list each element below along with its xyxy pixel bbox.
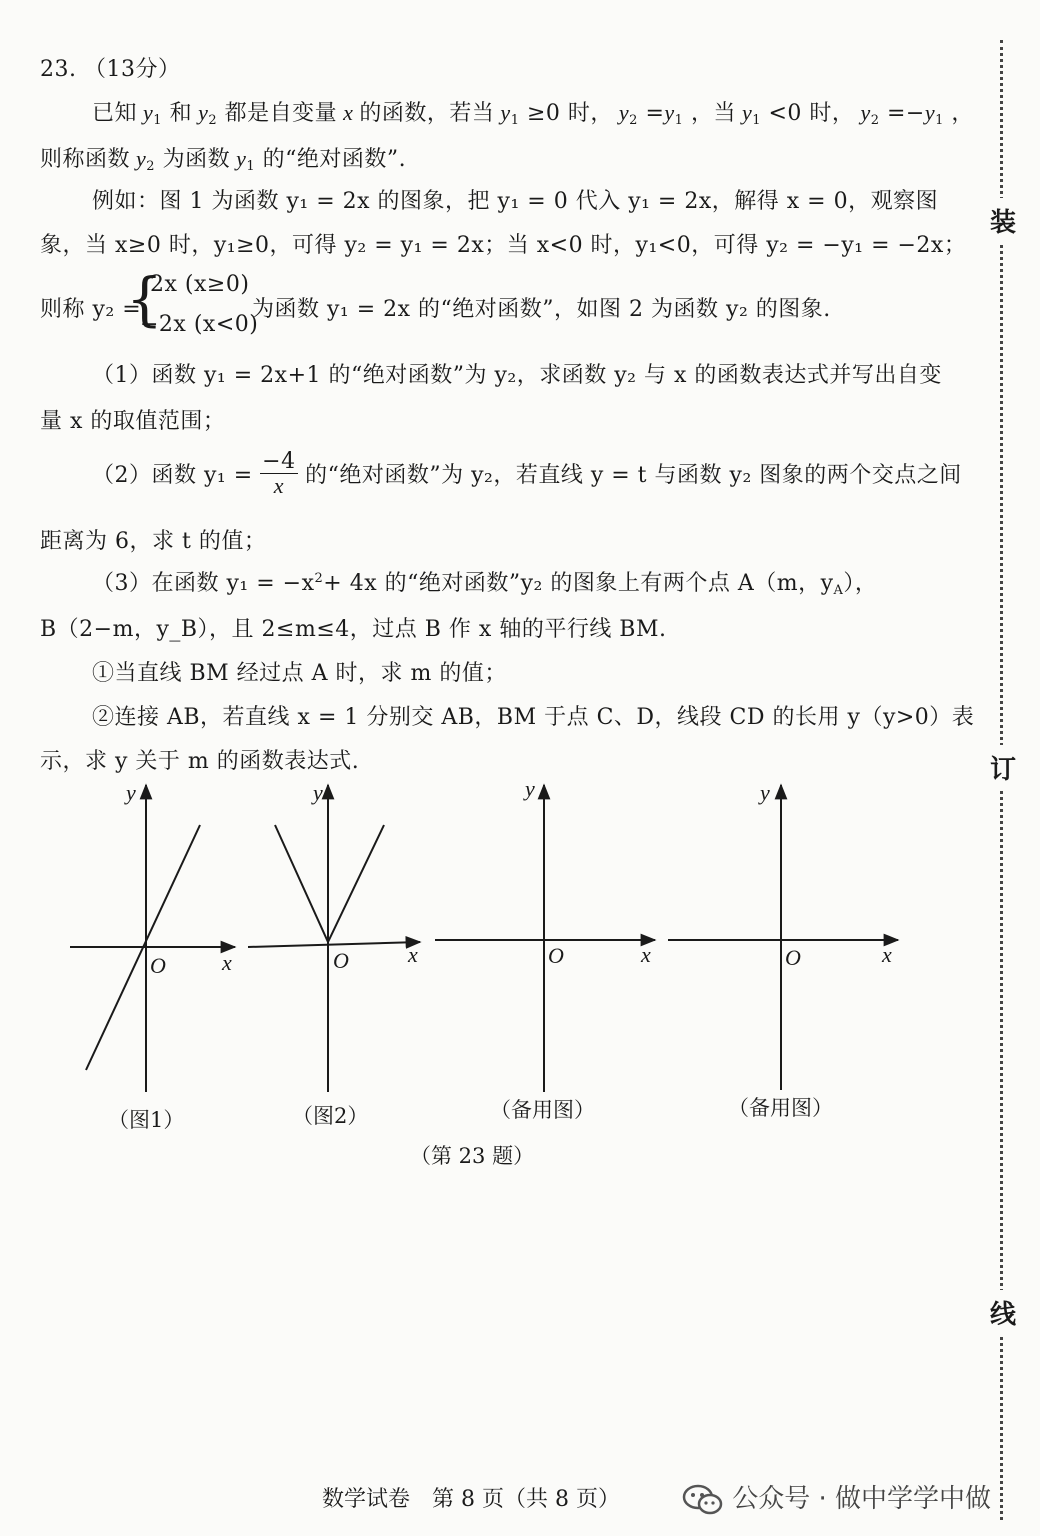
fig4-y-label: y (760, 780, 770, 805)
fig3-y-label: y (525, 776, 535, 801)
part3-q2: ②连接 AB，若直线 x = 1 分别交 AB，BM 于点 C、D，线段 CD 的长用 y（y>0）表 (92, 705, 975, 730)
group-caption: （第 23 题） (410, 1144, 535, 1168)
fig2-x-axis (248, 942, 420, 947)
margin-char-ding: 订 (990, 745, 1016, 790)
part3-q1: ①当直线 BM 经过点 A 时，求 m 的值； (92, 661, 507, 686)
question-score: （13分） (84, 57, 181, 82)
figures-panel (0, 770, 960, 1110)
part3-line-1: （3）在函数 $y_1 = -x^2+ 4x$ 的“绝对函数”y₂ 的图象上有两个点 A（m，$y_A$）， (92, 571, 878, 598)
intro-line-1: 已知 $y_1$ 和 $y_2$ 都是自变量 x 的函数，若当 $y_1 \ge 0$ 时， $y_2 =y_1$ ，当 $y_1 <0$ 时， $y_2 =-y_1$ ， (92, 100, 974, 128)
caption-fig1: （图1） (108, 1108, 185, 1132)
case-1: 2x (x≥0) (150, 272, 250, 297)
case-2: −2x (x<0) (140, 312, 259, 337)
watermark-text: 公众号 · 做中学学中做 (732, 1484, 992, 1514)
caption-spare-2: （备用图） (728, 1096, 833, 1120)
part1-line-2: 量 x 的取值范围； (40, 409, 226, 434)
fig1-y-label: y (126, 780, 136, 805)
margin-char-xian: 线 (990, 1290, 1016, 1335)
fig2-origin: O (333, 948, 349, 973)
fig2-x-label: x (408, 942, 418, 967)
fig1-origin: O (150, 953, 166, 978)
question-number: 23. (40, 57, 77, 82)
fig1-x-label: x (222, 950, 232, 975)
fig4-x-label: x (882, 942, 892, 967)
caption-fig2: （图2） (292, 1104, 369, 1128)
part2-line-2: 距离为 6，求 t 的值； (40, 529, 267, 554)
watermark (682, 1478, 991, 1517)
question-header (40, 52, 181, 83)
caption-spare-1: （备用图） (490, 1098, 595, 1122)
fig4-origin: O (785, 945, 801, 970)
fig3-x-label: x (641, 942, 651, 967)
part3-line-2: B（2−m，y_B），且 2≤m≤4，过点 B 作 x 轴的平行线 BM. (40, 617, 667, 642)
fraction: $\frac{-4}{x}$ (262, 449, 296, 499)
example-line-2: 象，当 x≥0 时，y₁≥0，可得 y₂ = y₁ = 2x；当 x<0 时，y₁<0，可得 y₂ = −y₁ = −2x； (40, 233, 967, 258)
part2-line-1: （2）函数 y₁ = $\frac{-4}{x}$ 的“绝对函数”为 y₂，若直线 y = t 与函数 y₂ 图象的两个交点之间 (92, 449, 962, 499)
fig2-abs-graph (275, 825, 384, 942)
fig3-origin: O (548, 943, 564, 968)
fig2-y-label: y (313, 780, 323, 805)
wechat-icon (682, 1483, 724, 1517)
part3-q2-cont: 示，求 y 关于 m 的函数表达式. (40, 749, 360, 774)
page-footer: 数学试卷 第 8 页（共 8 页） (322, 1487, 620, 1512)
margin-char-zhuang: 装 (990, 198, 1016, 243)
part1-line-1: （1）函数 y₁ = 2x+1 的“绝对函数”为 y₂，求函数 y₂ 与 x 的函数表达式并写出自变 (92, 363, 942, 388)
example-line-1: 例如：图 1 为函数 y₁ = 2x 的图象，把 y₁ = 0 代入 y₁ = 2x，解得 x = 0，观察图 (92, 189, 939, 214)
intro-line-2: 则称函数 $y_2$ 为函数 $y_1$ 的“绝对函数”. (40, 146, 407, 174)
